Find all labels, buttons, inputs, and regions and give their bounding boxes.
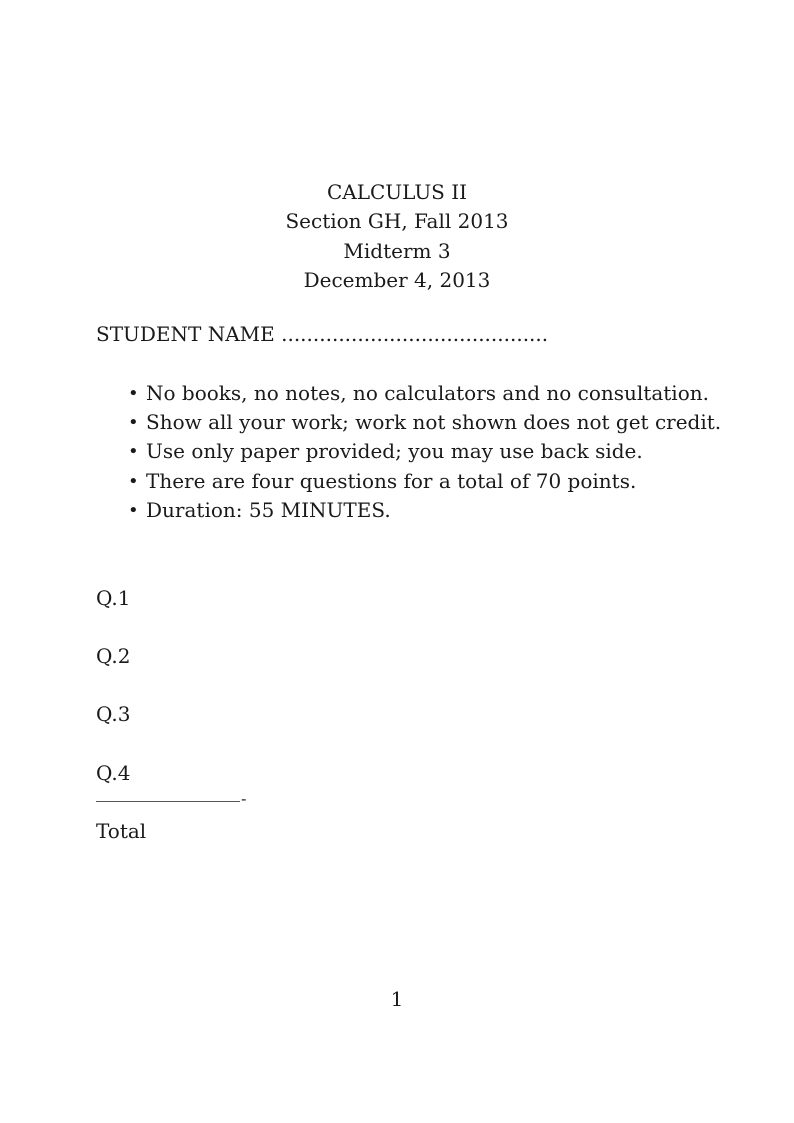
rule-item — [128, 437, 721, 466]
rule-item — [128, 496, 721, 525]
rule-item — [128, 467, 721, 496]
bullet-icon: • — [128, 499, 139, 521]
exam-date: December 4, 2013 — [303, 268, 491, 293]
question-3-label: Q.3 — [96, 702, 131, 726]
rule-text: There are four questions for a total of 70 points. — [146, 468, 637, 493]
bullet-icon: • — [128, 383, 139, 404]
section-info: Section GH, Fall 2013 — [285, 209, 509, 234]
student-name-line: STUDENT NAME .......................................... — [96, 322, 549, 346]
rule-text: Show all your work; work not shown does not get credit. — [146, 410, 722, 435]
question-1-label: Q.1 — [96, 586, 131, 610]
total-label: Total — [96, 819, 147, 843]
exam-rules-list — [128, 379, 721, 525]
rule-item — [128, 379, 721, 408]
bullet-icon: • — [128, 412, 139, 434]
bullet-icon: • — [128, 470, 139, 492]
rule-text: No books, no notes, no calculators and no consultation. — [146, 381, 709, 405]
exam-header — [0, 178, 794, 296]
page-number: 1 — [390, 987, 404, 1011]
rule-text: Use only paper provided; you may use back side. — [146, 439, 643, 464]
question-2-label: Q.2 — [96, 644, 131, 668]
course-title: CALCULUS II — [326, 180, 468, 204]
rule-text: Duration: 55 MINUTES. — [146, 497, 391, 522]
question-4-label: Q.4 — [96, 761, 131, 785]
bullet-icon: • — [128, 441, 139, 463]
score-separator-line — [96, 801, 240, 802]
rule-item — [128, 408, 721, 437]
score-separator-tail: - — [241, 789, 247, 808]
exam-title: Midterm 3 — [343, 238, 451, 263]
